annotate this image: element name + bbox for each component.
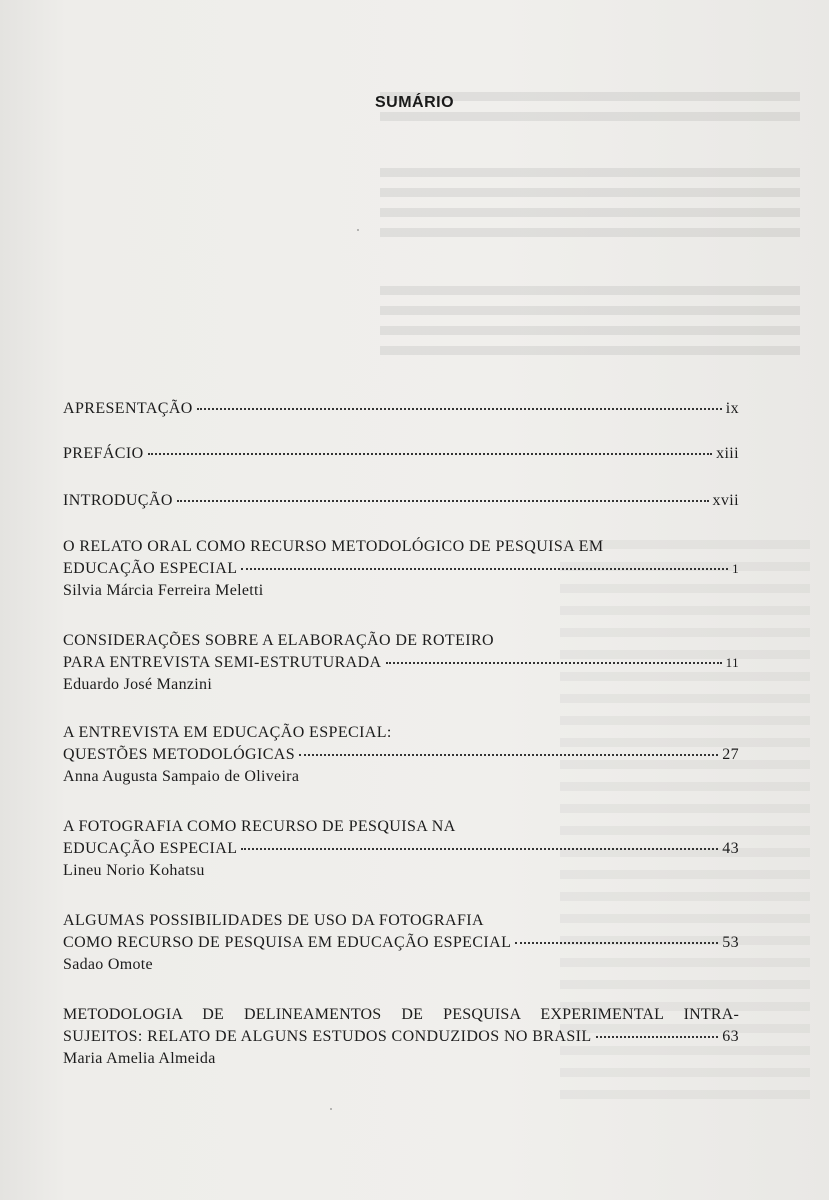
toc-title-line bbox=[63, 536, 739, 558]
bleed-through-text bbox=[380, 168, 800, 248]
toc-title-line bbox=[63, 932, 739, 954]
toc-page-number: xiii bbox=[716, 445, 739, 462]
toc-entry bbox=[63, 443, 739, 465]
dot-leader bbox=[386, 661, 722, 664]
toc-title-line bbox=[63, 490, 739, 512]
toc-entry-title: COMO RECURSO DE PESQUISA EM EDUCAÇÃO ESPECIAL bbox=[63, 934, 512, 951]
toc-title-line bbox=[63, 722, 739, 744]
toc-title-line bbox=[63, 838, 739, 860]
toc-entry-title: QUESTÕES METODOLÓGICAS bbox=[63, 746, 296, 763]
toc-entry-title: PARA ENTREVISTA SEMI-ESTRUTURADA bbox=[63, 654, 382, 671]
toc-title-line bbox=[63, 816, 739, 838]
toc-page-number: xvii bbox=[712, 492, 739, 509]
bleed-through-text bbox=[380, 286, 800, 366]
toc-title-line bbox=[63, 1004, 739, 1026]
toc-page-number: 1 bbox=[732, 561, 739, 576]
toc-entry-title: APRESENTAÇÃO bbox=[63, 400, 193, 417]
toc-entry-title: EDUCAÇÃO ESPECIAL bbox=[63, 560, 238, 577]
toc-entry bbox=[63, 630, 739, 696]
toc-entry bbox=[63, 398, 739, 420]
toc-entry bbox=[63, 722, 739, 788]
toc-page-number: 43 bbox=[722, 840, 739, 857]
toc-entry bbox=[63, 910, 739, 976]
toc-title-line bbox=[63, 398, 739, 420]
dot-leader bbox=[596, 1035, 719, 1038]
toc-entry-title: A ENTREVISTA EM EDUCAÇÃO ESPECIAL: bbox=[63, 724, 392, 741]
paper-speck bbox=[357, 229, 359, 231]
toc-entry bbox=[63, 816, 739, 882]
dot-leader bbox=[197, 407, 722, 410]
toc-entry-author: Eduardo José Manzini bbox=[63, 676, 213, 693]
toc-entry-title: EDUCAÇÃO ESPECIAL bbox=[63, 840, 238, 857]
toc-page-number: ix bbox=[725, 400, 739, 417]
toc-entry-author: Anna Augusta Sampaio de Oliveira bbox=[63, 768, 300, 785]
toc-entry-title: PREFÁCIO bbox=[63, 445, 144, 462]
dot-leader bbox=[515, 941, 718, 944]
toc-page-number: 11 bbox=[725, 655, 739, 670]
toc-page-number: 27 bbox=[722, 746, 739, 763]
toc-entry bbox=[63, 490, 739, 512]
toc-entry bbox=[63, 1004, 739, 1070]
toc-title-line bbox=[63, 652, 739, 674]
toc-entry-author: Lineu Norio Kohatsu bbox=[63, 862, 205, 879]
dot-leader bbox=[241, 847, 718, 850]
toc-title-line bbox=[63, 744, 739, 766]
toc-entry bbox=[63, 536, 739, 602]
toc-entry-title: O RELATO ORAL COMO RECURSO METODOLÓGICO DE PESQUISA EM bbox=[63, 538, 604, 555]
paper-speck bbox=[330, 1108, 332, 1110]
page-title: SUMÁRIO bbox=[374, 94, 455, 111]
dot-leader bbox=[299, 753, 718, 756]
dot-leader bbox=[148, 452, 713, 455]
toc-entry-title: A FOTOGRAFIA COMO RECURSO DE PESQUISA NA bbox=[63, 818, 456, 835]
toc-entry-title: ALGUMAS POSSIBILIDADES DE USO DA FOTOGRAFIA bbox=[63, 912, 484, 929]
toc-title-line bbox=[63, 630, 739, 652]
toc-title-line bbox=[63, 443, 739, 465]
dot-leader bbox=[241, 567, 728, 570]
toc-entry-author: Sadao Omote bbox=[63, 956, 153, 973]
toc-title-line bbox=[63, 1026, 739, 1048]
toc-page-number: 63 bbox=[722, 1028, 739, 1045]
toc-title-line bbox=[63, 910, 739, 932]
toc-entry-title: CONSIDERAÇÕES SOBRE A ELABORAÇÃO DE ROTEIRO bbox=[63, 632, 495, 649]
toc-title-line bbox=[63, 558, 739, 580]
toc-entry-title: METODOLOGIA DE DELINEAMENTOS DE PESQUISA EXPERIMENTAL INTRA- bbox=[63, 1006, 739, 1023]
dot-leader bbox=[177, 499, 709, 502]
toc-page-number: 53 bbox=[722, 934, 739, 951]
toc-entry-author: Silvia Márcia Ferreira Meletti bbox=[63, 582, 264, 599]
toc-entry-title: SUJEITOS: RELATO DE ALGUNS ESTUDOS CONDUZIDOS NO BRASIL bbox=[63, 1028, 592, 1045]
toc-entry-title: INTRODUÇÃO bbox=[63, 492, 173, 509]
toc-entry-author: Maria Amelia Almeida bbox=[63, 1050, 216, 1067]
